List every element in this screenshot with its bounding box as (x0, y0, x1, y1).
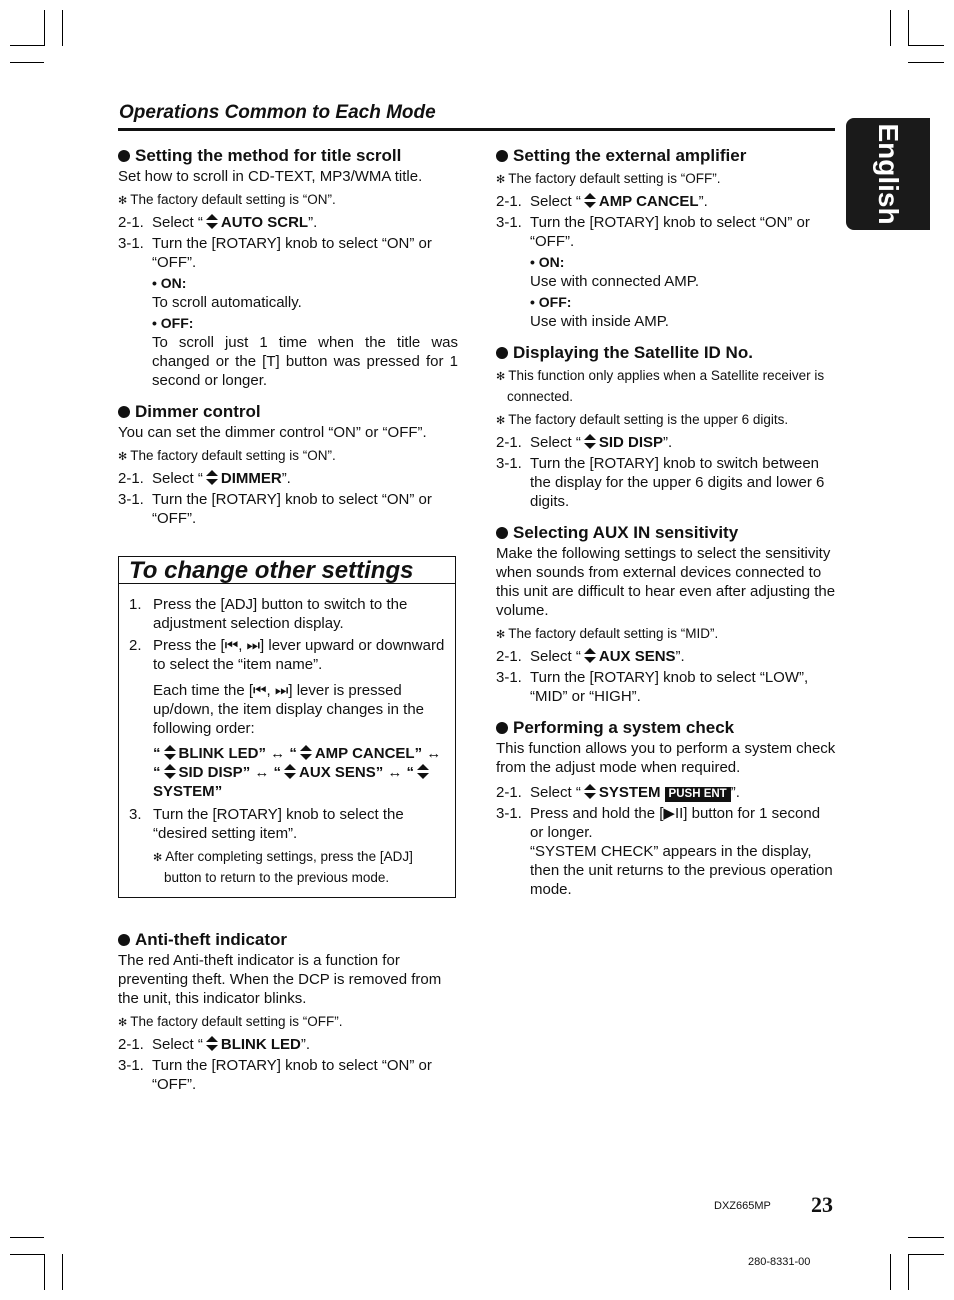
item-sequence: “ BLINK LED” ↔ “ AMP CANCEL” ↔ “ SID DISP” ↔ “ AUX SENS” ↔ “SYSTEM” (153, 745, 442, 800)
step (118, 213, 458, 232)
step-text: Press the [ADJ] button to switch to the adjustment selection display. (153, 596, 408, 632)
bullet-icon (496, 150, 508, 162)
step-text-pre: Select “ (152, 214, 203, 231)
aux-section (496, 523, 836, 706)
seq-item: AMP CANCEL (314, 745, 415, 762)
step-number: 1. (129, 596, 142, 613)
note-text: The factory default setting is “OFF”. (508, 171, 721, 186)
step-text-result: “SYSTEM CHECK” appears in the display, then the unit returns to the previous operation mode. (530, 843, 833, 898)
heading-text: Setting the method for title scroll (135, 146, 402, 165)
box-body (119, 584, 455, 897)
heading-text: Selecting AUX IN sensitivity (513, 523, 739, 542)
option-label: • ON: (152, 275, 187, 291)
crop-mark (44, 1254, 45, 1290)
option-desc: To scroll automatically. (152, 294, 302, 311)
note (496, 410, 836, 431)
step (118, 469, 458, 488)
up-down-icon (206, 214, 218, 229)
crop-mark (908, 10, 909, 46)
crop-mark (10, 45, 44, 46)
right-column (496, 146, 836, 911)
option-label: • OFF: (152, 315, 194, 331)
step (496, 668, 836, 706)
option (152, 314, 458, 390)
syscheck-section (496, 718, 836, 899)
option-desc: To scroll just 1 time when the title was changed or the [T] button was pressed for 1 second or longer. (152, 334, 458, 389)
step-text-post: ”. (675, 648, 685, 665)
item-name: AUX SENS (598, 648, 676, 665)
seq-item: AUX SENS (299, 764, 376, 781)
option-desc: Use with connected AMP. (530, 273, 699, 290)
bullet-icon (496, 527, 508, 539)
section-heading (496, 146, 836, 165)
crop-mark (890, 1254, 891, 1290)
step (118, 490, 458, 528)
page-number: 23 (811, 1192, 833, 1217)
step (496, 192, 836, 211)
section-heading (118, 930, 458, 949)
step-text: Press the [⏮, ⏭] lever upward or downward to select the “item name”. (153, 637, 445, 673)
up-down-icon (584, 648, 596, 663)
note (153, 847, 445, 887)
note (496, 169, 836, 190)
up-down-icon (300, 745, 312, 760)
step-text: Turn the [ROTARY] knob to select “LOW”, “MID” or “HIGH”. (530, 669, 809, 705)
language-tab-label: English (873, 123, 904, 225)
step-number: 2-1. (496, 193, 522, 210)
section-heading (118, 402, 458, 421)
crop-mark (890, 10, 891, 46)
section-heading (496, 718, 836, 737)
step-number: 2-1. (118, 1036, 144, 1053)
option (152, 274, 458, 312)
note-text: The factory default setting is “OFF”. (130, 1014, 343, 1029)
step-text-pre: Select “ (530, 648, 581, 665)
section-heading (496, 343, 836, 362)
step (496, 804, 836, 899)
step-text-pre: Select “ (530, 434, 581, 451)
section-desc: You can set the dimmer control “ON” or “OFF”. (118, 424, 427, 441)
asterisk-icon: ✻ (118, 451, 128, 463)
up-down-icon (164, 764, 176, 779)
document-code: 280-8331-00 (748, 1256, 811, 1268)
up-down-icon (206, 470, 218, 485)
section-desc: The red Anti-theft indicator is a function for preventing theft. When the DCP is removed from the unit, this indicator blinks. (118, 952, 442, 1007)
asterisk-icon: ✻ (153, 852, 163, 864)
note (496, 366, 836, 406)
header-rule (118, 128, 835, 131)
seq-item: SYSTEM (153, 783, 215, 800)
step-number: 3-1. (496, 455, 522, 472)
step-text (530, 433, 836, 452)
antitheft-section (118, 930, 458, 1094)
up-down-icon (284, 764, 296, 779)
note (496, 624, 836, 645)
section-heading (118, 146, 458, 165)
bullet-icon (496, 347, 508, 359)
box-step (129, 805, 445, 843)
section-desc: Set how to scroll in CD-TEXT, MP3/WMA title. (118, 168, 423, 185)
bullet-icon (118, 150, 130, 162)
up-down-icon (164, 745, 176, 760)
step-text: Turn the [ROTARY] knob to select the “desired setting item”. (153, 806, 404, 842)
step-number: 2-1. (496, 434, 522, 451)
item-name: BLINK LED (220, 1036, 301, 1053)
bullet-icon (118, 406, 130, 418)
note-text: The factory default setting is “ON”. (130, 192, 336, 207)
step-text: Turn the [ROTARY] knob to select “ON” or “OFF”. (530, 214, 810, 250)
step (496, 454, 836, 511)
step (496, 213, 836, 251)
option-label: • ON: (530, 254, 565, 270)
step-number: 3. (129, 806, 142, 823)
note-text: This function only applies when a Satellite receiver is connected. (507, 368, 825, 404)
step-number: 3-1. (496, 669, 522, 686)
option-desc: Use with inside AMP. (530, 313, 669, 330)
crop-mark (10, 1237, 44, 1238)
step (118, 1056, 458, 1094)
step-number: 2. (129, 637, 142, 654)
note-text: The factory default setting is “MID”. (508, 626, 719, 641)
seq-item: BLINK LED (178, 745, 259, 762)
step-text-post: ”. (663, 434, 673, 451)
step-text (152, 469, 458, 488)
note (118, 1012, 458, 1033)
heading-text: Dimmer control (135, 402, 261, 421)
asterisk-icon: ✻ (118, 1017, 128, 1029)
step-text: Turn the [ROTARY] knob to select “ON” or “OFF”. (152, 235, 432, 271)
step-number: 2-1. (118, 214, 144, 231)
item-name: SYSTEM (598, 784, 661, 801)
step-text-pre: Select “ (530, 193, 581, 210)
box-step (129, 636, 445, 674)
crop-mark (44, 10, 45, 46)
step-text (530, 804, 836, 899)
heading-text: Performing a system check (513, 718, 735, 737)
step (496, 433, 836, 452)
crop-mark (62, 10, 63, 46)
section-header: Operations Common to Each Mode (119, 102, 436, 123)
asterisk-icon: ✻ (496, 371, 506, 383)
asterisk-icon: ✻ (496, 415, 506, 427)
step-number: 3-1. (496, 805, 522, 822)
step-text (152, 1035, 458, 1054)
step-text (530, 192, 836, 211)
crop-mark (908, 62, 944, 63)
left-column (118, 146, 458, 1106)
note (118, 446, 458, 467)
step-text (530, 647, 836, 666)
up-down-icon (206, 1036, 218, 1051)
box-step (129, 677, 445, 738)
step-number: 2-1. (496, 784, 522, 801)
step-text-post: ”. (281, 470, 291, 487)
step-text-post: ”. (300, 1036, 311, 1053)
item-name: SID DISP (598, 434, 664, 451)
step-text (530, 783, 836, 802)
crop-mark (10, 1254, 44, 1255)
other-settings-box (118, 556, 456, 898)
step-number: 3-1. (496, 214, 522, 231)
step-text-main: Press and hold the [▶II] button for 1 second or longer. (530, 805, 821, 841)
seq-item: SID DISP (178, 764, 243, 781)
step-text-post: ”. (308, 214, 318, 231)
up-down-icon (584, 434, 596, 449)
step-text: Turn the [ROTARY] knob to select “ON” or “OFF”. (152, 1057, 432, 1093)
amp-section (496, 146, 836, 331)
model-number: DXZ665MP (714, 1200, 771, 1212)
step (496, 647, 836, 666)
step-number: 3-1. (118, 1057, 144, 1074)
satellite-section (496, 343, 836, 511)
asterisk-icon: ✻ (118, 195, 128, 207)
step-number: 2-1. (496, 648, 522, 665)
option (530, 253, 836, 291)
crop-mark (908, 45, 944, 46)
step-text: Turn the [ROTARY] knob to switch between the display for the upper 6 digits and lower 6 digits. (530, 455, 825, 510)
crop-mark (908, 1254, 944, 1255)
step (118, 1035, 458, 1054)
item-name: DIMMER (220, 470, 282, 487)
bullet-icon (118, 934, 130, 946)
step-number: 2-1. (118, 470, 144, 487)
crop-mark (908, 1254, 909, 1290)
push-ent-tag: PUSH ENT (665, 787, 731, 802)
item-name: AUTO SCRL (220, 214, 309, 231)
step-number: 3-1. (118, 491, 144, 508)
step-text (152, 213, 458, 232)
heading-text: Displaying the Satellite ID No. (513, 343, 753, 362)
note (118, 190, 458, 211)
title-scroll-section (118, 146, 458, 390)
step (118, 234, 458, 272)
note-text: The factory default setting is the upper 6 digits. (508, 412, 789, 427)
crop-mark (62, 1254, 63, 1290)
asterisk-icon: ✻ (496, 174, 506, 186)
crop-mark (908, 1237, 944, 1238)
up-down-icon (584, 193, 596, 208)
heading-text: Anti-theft indicator (135, 930, 288, 949)
option-label: • OFF: (530, 294, 572, 310)
step-text-pre: Select “ (530, 784, 581, 801)
step (496, 783, 836, 802)
note-text: The factory default setting is “ON”. (130, 448, 336, 463)
step-number: 3-1. (118, 235, 144, 252)
section-desc: Make the following settings to select the sensitivity when sounds from external devices connected to this unit are difficult to hear even after adjusting the volume. (496, 545, 836, 619)
step-text-pre: Select “ (152, 470, 203, 487)
note-text: After completing settings, press the [ADJ] button to return to the previous mode. (164, 849, 413, 885)
bullet-icon (496, 722, 508, 734)
heading-text: Setting the external amplifier (513, 146, 747, 165)
step-text-post: ”. (730, 784, 740, 801)
item-name: AMP CANCEL (598, 193, 699, 210)
step-text-post: ”. (698, 193, 708, 210)
option (530, 293, 836, 331)
box-step (129, 595, 445, 633)
section-desc: This function allows you to perform a system check from the adjust mode when required. (496, 740, 836, 776)
crop-mark (10, 62, 44, 63)
up-down-icon (584, 784, 596, 799)
step-text: Turn the [ROTARY] knob to select “ON” or “OFF”. (152, 491, 432, 527)
up-down-icon (417, 764, 429, 779)
box-title: To change other settings (119, 557, 455, 584)
step-text: Each time the [⏮, ⏭] lever is pressed up/down, the item display changes in the following order: (153, 682, 425, 737)
asterisk-icon: ✻ (496, 629, 506, 641)
step-text-pre: Select “ (152, 1036, 203, 1053)
language-tab (846, 118, 930, 230)
section-heading (496, 523, 836, 542)
dimmer-section (118, 402, 458, 528)
